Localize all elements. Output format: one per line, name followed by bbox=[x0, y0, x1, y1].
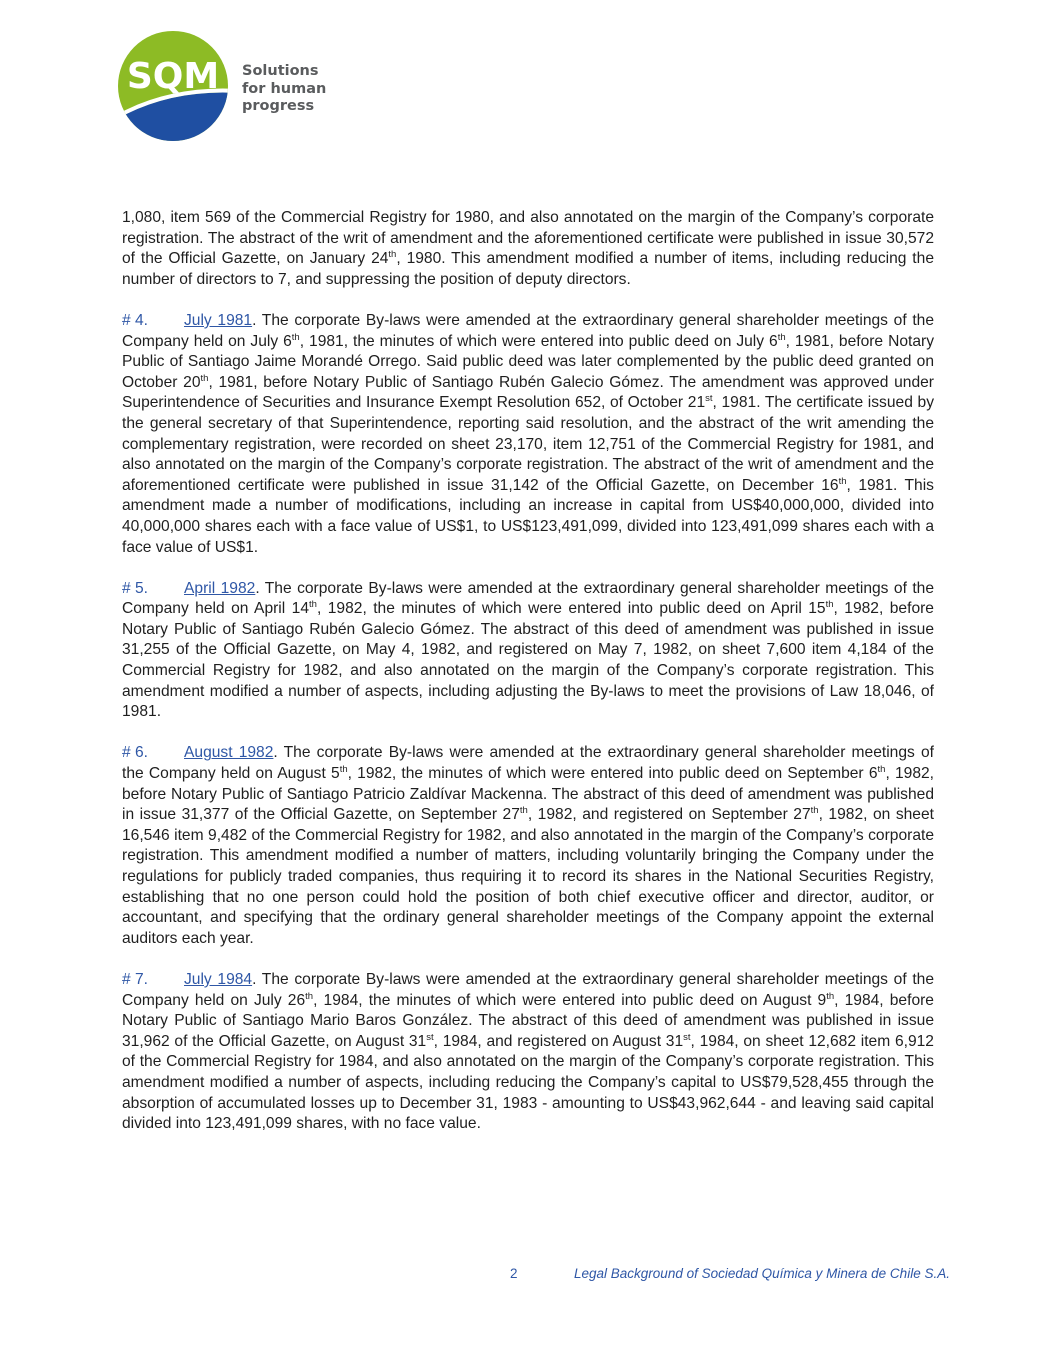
ordinal-suffix: st bbox=[705, 393, 713, 405]
paragraph-text: . The corporate By-laws were amended at the extraordinary general shareholder meetings of the Company held on August 5 bbox=[122, 744, 934, 783]
paragraph-text: 1,080, item 569 of the Commercial Registry for 1980, and also annotated on the margin of the Company’s corporate registration. The abstract of the writ of amendment and the aforementioned certificate were published in issue 30,572 of the Official Gazette, on January 24 bbox=[122, 209, 934, 268]
ordinal-suffix: th bbox=[309, 599, 317, 611]
document-body bbox=[122, 208, 934, 1155]
paragraph bbox=[122, 743, 934, 949]
ordinal-suffix: th bbox=[826, 990, 835, 1002]
section-heading-link[interactable]: July 1984 bbox=[184, 970, 253, 988]
ordinal-suffix: th bbox=[200, 372, 209, 384]
ordinal-suffix: th bbox=[810, 805, 819, 817]
page-number: 2 bbox=[510, 1266, 518, 1281]
paragraph-text: , 1984, on sheet 12,682 item 6,912 of the Commercial Registry for 1984, and also annotated on the margin of the Company’s corporate registration. This amendment modified a number of aspects, including reducing the Company’s capital to US$79,528,455 through the absorption of accumulated losses up to December 31, 1983 - amounting to US$43,962,644 - and leaving said capital divided into 123,491,099 shares, with no face value. bbox=[122, 1032, 934, 1133]
ordinal-suffix: th bbox=[305, 990, 314, 1002]
paragraph bbox=[122, 311, 934, 558]
paragraph-text: , 1982, on sheet 16,546 item 9,482 of the Commercial Registry for 1982, and also annotated in the margin of the Company’s corporate registration. This amendment modified a number of matters, including voluntarily bringing the Company under the regulations for publicly traded companies, thus requiring it to record its shares in the National Securities Registry, establishing that no one person could hold the position of both chief executive officer and director, auditor, or accountant, and specifying that the ordinary general shareholder meetings of the Company appoint the external auditors each year. bbox=[122, 806, 934, 947]
paragraph-text: , 1981, the minutes of which were entered into public deed on July 6 bbox=[299, 332, 778, 350]
section-heading-link[interactable]: August 1982 bbox=[184, 744, 274, 762]
logo-tagline bbox=[242, 63, 326, 116]
paragraph-text: , 1982, before Notary Public of Santiago Patricio Zaldívar Mackenna. The abstract of this deed of amendment was published in issue 31,377 of the Official Gazette, on September 27 bbox=[122, 765, 935, 824]
paragraph-text: . The corporate By-laws were amended at the extraordinary general shareholder meetings of the Company held on July 26 bbox=[122, 970, 934, 1009]
paragraph-text: , 1984, the minutes of which were entered into public deed on August 9 bbox=[313, 991, 827, 1009]
paragraph bbox=[122, 208, 934, 290]
ordinal-suffix: th bbox=[838, 475, 847, 487]
ordinal-suffix: th bbox=[825, 599, 834, 611]
paragraph bbox=[122, 579, 934, 723]
paragraph-text: , 1982, before Notary Public of Santiago Rubén Galecio Gómez. The abstract of this deed of amendment was published in issue 31,255 of the Official Gazette, on May 4, 1982, and registered on May 7, 1982, on sheet 7,600 item 4,184 of the Commercial Registry for 1982, and also annotated on the margin of the Company’s corporate registration. This amendment modified a number of aspects, including adjusting the By-laws to meet the provisions of Law 18,046, of 1981. bbox=[122, 600, 934, 721]
ordinal-suffix: st bbox=[426, 1031, 434, 1043]
paragraph-number: # 6. bbox=[122, 744, 149, 762]
paragraph-text: , 1984, before Notary Public of Santiago Mario Baros González. The abstract of this deed of amendment was published in issue 31,962 of the Official Gazette, on August 31 bbox=[122, 991, 934, 1050]
ordinal-suffix: th bbox=[291, 331, 300, 343]
tagline-line-2: for human bbox=[242, 80, 327, 97]
tagline-line-3: progress bbox=[242, 98, 315, 114]
paragraph-text: , 1981. This amendment made a number of modifications, including an increase in capital from US$40,000,000, divided into 40,000,000 shares each with a face value of US$1, to US$123,491,099, divided into 123,491,099 shares each with a face value of US$1. bbox=[122, 476, 934, 556]
sqm-logo bbox=[118, 31, 348, 143]
logo-brand-text: SQM bbox=[126, 56, 220, 97]
paragraph-text: . The corporate By-laws were amended at the extraordinary general shareholder meetings of the Company held on July 6 bbox=[122, 311, 934, 350]
section-heading-link[interactable]: July 1981 bbox=[184, 311, 253, 329]
paragraph-text: , 1981. The certificate issued by the general secretary of that Superintendence, reporting said resolution, and the abstract of the writ amending the complementary registration, were recorded on sheet 23,170, item 12,751 of the Commercial Registry for 1981, and also annotated on the margin of the Company’s corporate registration. The abstract of the writ of amendment and the aforementioned certificate were published in issue 31,142 of the Official Gazette, on December 16 bbox=[122, 394, 934, 494]
paragraph bbox=[122, 970, 934, 1135]
paragraph-text: , 1984, and registered on August 31 bbox=[433, 1032, 684, 1050]
paragraph-text: , 1982, the minutes of which were entered into public deed on April 15 bbox=[316, 600, 826, 618]
ordinal-suffix: th bbox=[519, 805, 528, 817]
ordinal-suffix: th bbox=[877, 764, 886, 776]
ordinal-suffix: st bbox=[683, 1031, 691, 1043]
paragraph-text: , 1980. This amendment modified a number of items, including reducing the number of directors to 7, and suppressing the position of deputy directors. bbox=[122, 250, 934, 288]
section-heading-link[interactable]: April 1982 bbox=[184, 579, 256, 597]
paragraph-number: # 5. bbox=[122, 579, 149, 597]
tagline-line-1: Solutions bbox=[242, 63, 319, 79]
paragraph-text: , 1981, before Notary Public of Santiago Jaime Morandé Orrego. Said public deed was later complemented by the public deed granted on October 20 bbox=[122, 332, 934, 391]
ordinal-suffix: th bbox=[777, 331, 786, 343]
footer-title: Legal Background of Sociedad Química y Minera de Chile S.A. bbox=[574, 1266, 950, 1281]
paragraph-number: # 7. bbox=[122, 970, 149, 988]
paragraph-text: , 1982, the minutes of which were entered into public deed on September 6 bbox=[347, 765, 878, 783]
ordinal-suffix: th bbox=[388, 249, 397, 261]
paragraph-text: , 1981, before Notary Public of Santiago Rubén Galecio Gómez. The amendment was approved under Superintendence of Securities and Insurance Exempt Resolution 652, of October 21 bbox=[122, 373, 934, 412]
paragraph-text: . The corporate By-laws were amended at the extraordinary general shareholder meetings of the Company held on April 14 bbox=[122, 579, 935, 618]
ordinal-suffix: th bbox=[339, 764, 348, 776]
paragraph-number: # 4. bbox=[122, 311, 149, 329]
paragraph-text: , 1982, and registered on September 27 bbox=[527, 806, 811, 824]
